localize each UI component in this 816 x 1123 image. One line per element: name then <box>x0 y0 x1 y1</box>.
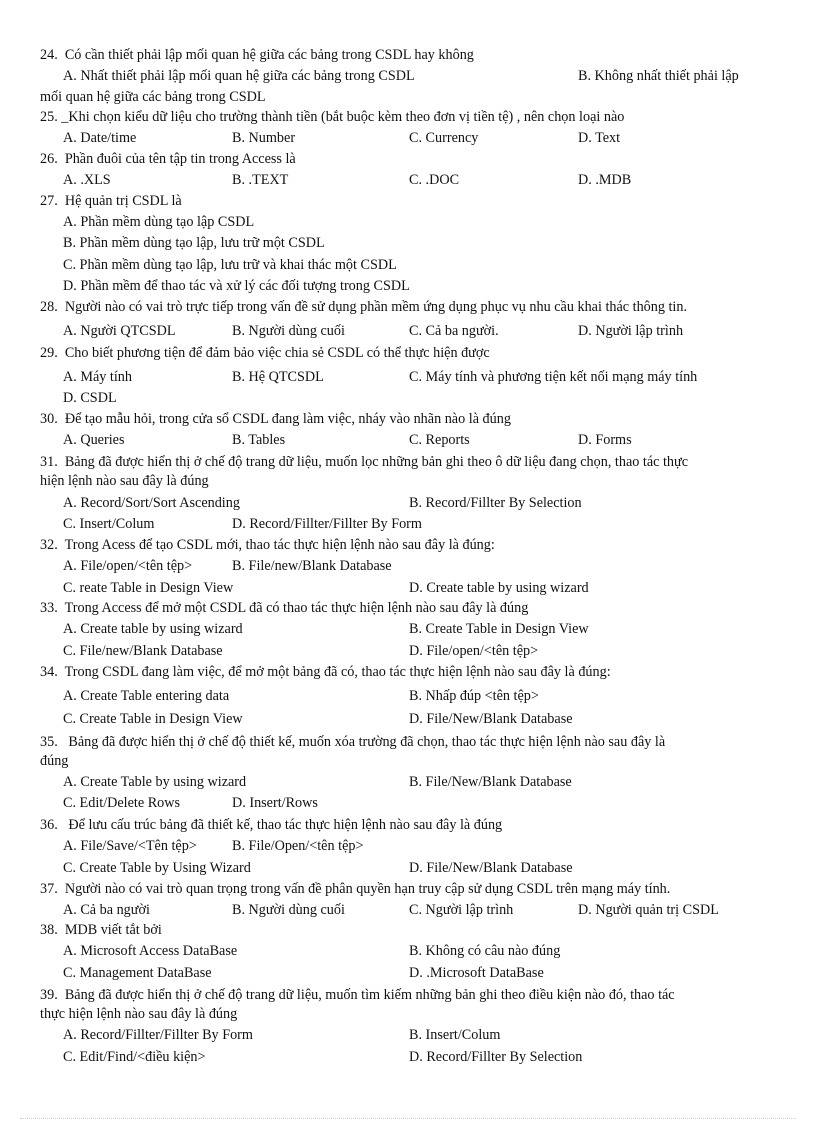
q29-option-d: D. CSDL <box>63 390 117 406</box>
q27-option-a: A. Phần mềm dùng tạo lập CSDL <box>63 214 255 230</box>
q33-option-c: C. File/new/Blank Database <box>63 643 223 659</box>
q26-option-b: B. .TEXT <box>232 172 289 188</box>
question-33: 33. Trong Access để mở một CSDL đã có thao tác thực hiện lệnh nào sau đây là đúng <box>40 600 529 616</box>
q29-option-a: A. Máy tính <box>63 369 132 385</box>
q27-option-d: D. Phần mềm để thao tác và xử lý các đối tượng trong CSDL <box>63 278 410 294</box>
q32-option-c: C. reate Table in Design View <box>63 580 234 596</box>
q26-option-a: A. .XLS <box>63 172 111 188</box>
q34-option-d: D. File/New/Blank Database <box>409 711 573 727</box>
question-35: 35. Bảng đã được hiển thị ở chế độ thiết kế, muốn xóa trường đã chọn, thao tác thực hiện lệnh nào sau đây là <box>40 734 666 750</box>
q38-option-a: A. Microsoft Access DataBase <box>63 943 238 959</box>
q30-option-b: B. Tables <box>232 432 286 448</box>
q36-option-a: A. File/Save/<Tên tệp> <box>63 838 197 854</box>
question-32: 32. Trong Acess để tạo CSDL mới, thao tác thực hiện lệnh nào sau đây là đúng: <box>40 537 495 553</box>
q25-option-d: D. Text <box>578 130 621 146</box>
q32-option-a: A. File/open/<tên tệp> <box>63 558 193 574</box>
question-35-continued: đúng <box>40 753 69 769</box>
q28-option-a: A. Người QTCSDL <box>63 323 176 339</box>
q28-option-c: C. Cả ba người. <box>409 323 499 339</box>
q25-option-b: B. Number <box>232 130 296 146</box>
q31-option-c: C. Insert/Colum <box>63 516 155 532</box>
q32-option-b: B. File/new/Blank Database <box>232 558 392 574</box>
q37-option-c: C. Người lập trình <box>409 902 514 918</box>
question-28: 28. Người nào có vai trò trực tiếp trong vấn đề sử dụng phần mềm ứng dụng phục vụ nhu cầu khai thác thông tin. <box>40 299 688 315</box>
q30-option-c: C. Reports <box>409 432 470 448</box>
q25-option-c: C. Currency <box>409 130 479 146</box>
q34-option-a: A. Create Table entering data <box>63 688 230 704</box>
q36-option-c: C. Create Table by Using Wizard <box>63 860 251 876</box>
question-25: 25. _Khi chọn kiểu dữ liệu cho trường thành tiền (bắt buộc kèm theo đơn vị tiền tệ) , nên chọn loại nào <box>40 109 625 125</box>
q28-option-b: B. Người dùng cuối <box>232 323 345 339</box>
q35-option-c: C. Edit/Delete Rows <box>63 795 181 811</box>
q31-option-a: A. Record/Sort/Sort Ascending <box>63 495 240 511</box>
question-39: 39. Bảng đã được hiển thị ở chế độ trang dữ liệu, muốn tìm kiếm những bản ghi theo điều kiện nào đó, thao tác <box>40 987 675 1003</box>
question-24: 24. Có cần thiết phải lập mối quan hệ giữa các bảng trong CSDL hay không <box>40 47 474 63</box>
q38-option-c: C. Management DataBase <box>63 965 212 981</box>
question-39-continued: thực hiện lệnh nào sau đây là đúng <box>40 1006 238 1022</box>
q35-option-d: D. Insert/Rows <box>232 795 318 811</box>
q33-option-d: D. File/open/<tên tệp> <box>409 643 539 659</box>
q26-option-c: C. .DOC <box>409 172 460 188</box>
q34-option-b: B. Nhấp đúp <tên tệp> <box>409 688 539 704</box>
q31-option-b: B. Record/Fillter By Selection <box>409 495 582 511</box>
q32-option-d: D. Create table by using wizard <box>409 580 589 596</box>
q29-option-c: C. Máy tính và phương tiện kết nối mạng máy tính <box>409 369 698 385</box>
q33-option-a: A. Create table by using wizard <box>63 621 243 637</box>
q36-option-b: B. File/Open/<tên tệp> <box>232 838 364 854</box>
q34-option-c: C. Create Table in Design View <box>63 711 243 727</box>
question-34: 34. Trong CSDL đang làm việc, để mở một bảng đã có, thao tác thực hiện lệnh nào sau đây là đúng: <box>40 664 611 680</box>
q30-option-d: D. Forms <box>578 432 632 448</box>
q33-option-b: B. Create Table in Design View <box>409 621 589 637</box>
q29-option-b: B. Hệ QTCSDL <box>232 369 324 385</box>
q36-option-d: D. File/New/Blank Database <box>409 860 573 876</box>
q37-option-a: A. Cả ba người <box>63 902 150 918</box>
q24-option-a: A. Nhất thiết phải lập mối quan hệ giữa các bảng trong CSDL <box>63 68 415 84</box>
question-29: 29. Cho biết phương tiện để đảm bảo việc chia sẻ CSDL có thể thực hiện được <box>40 345 490 361</box>
q25-option-a: A. Date/time <box>63 130 137 146</box>
q28-option-d: D. Người lập trình <box>578 323 684 339</box>
q37-option-d: D. Người quản trị CSDL <box>578 902 719 918</box>
q37-option-b: B. Người dùng cuối <box>232 902 345 918</box>
question-37: 37. Người nào có vai trò quan trọng trong vấn đề phân quyền hạn truy cập sử dụng CSDL trên mạng máy tính. <box>40 881 671 897</box>
q27-option-c: C. Phần mềm dùng tạo lập, lưu trữ và khai thác một CSDL <box>63 257 397 273</box>
q31-option-d: D. Record/Fillter/Fillter By Form <box>232 516 422 532</box>
question-27: 27. Hệ quản trị CSDL là <box>40 193 182 209</box>
question-36: 36. Để lưu cấu trúc bảng đã thiết kế, thao tác thực hiện lệnh nào sau đây là đúng <box>40 817 503 833</box>
q38-option-b: B. Không có câu nào đúng <box>409 943 561 959</box>
q24-option-b: B. Không nhất thiết phải lập <box>578 68 739 84</box>
question-38: 38. MDB viết tắt bởi <box>40 922 162 938</box>
question-31: 31. Bảng đã được hiển thị ở chế độ trang dữ liệu, muốn lọc những bản ghi theo ô dữ liệu đang chọn, thao tác thực <box>40 454 689 470</box>
question-26: 26. Phần đuôi của tên tập tin trong Access là <box>40 151 296 167</box>
q30-option-a: A. Queries <box>63 432 125 448</box>
q39-option-c: C. Edit/Find/<điều kiện> <box>63 1049 206 1065</box>
q26-option-d: D. .MDB <box>578 172 632 188</box>
q27-option-b: B. Phần mềm dùng tạo lập, lưu trữ một CSDL <box>63 235 325 251</box>
q39-option-d: D. Record/Fillter By Selection <box>409 1049 583 1065</box>
q38-option-d: D. .Microsoft DataBase <box>409 965 544 981</box>
question-31-continued: hiện lệnh nào sau đây là đúng <box>40 473 209 489</box>
q35-option-a: A. Create Table by using wizard <box>63 774 247 790</box>
q24-option-b-continued: mối quan hệ giữa các bảng trong CSDL <box>40 89 266 105</box>
q39-option-b: B. Insert/Colum <box>409 1027 501 1043</box>
page-bottom-divider <box>20 1118 796 1119</box>
q39-option-a: A. Record/Fillter/Fillter By Form <box>63 1027 253 1043</box>
question-30: 30. Để tạo mẫu hỏi, trong cửa sổ CSDL đang làm việc, nháy vào nhãn nào là đúng <box>40 411 511 427</box>
q35-option-b: B. File/New/Blank Database <box>409 774 572 790</box>
